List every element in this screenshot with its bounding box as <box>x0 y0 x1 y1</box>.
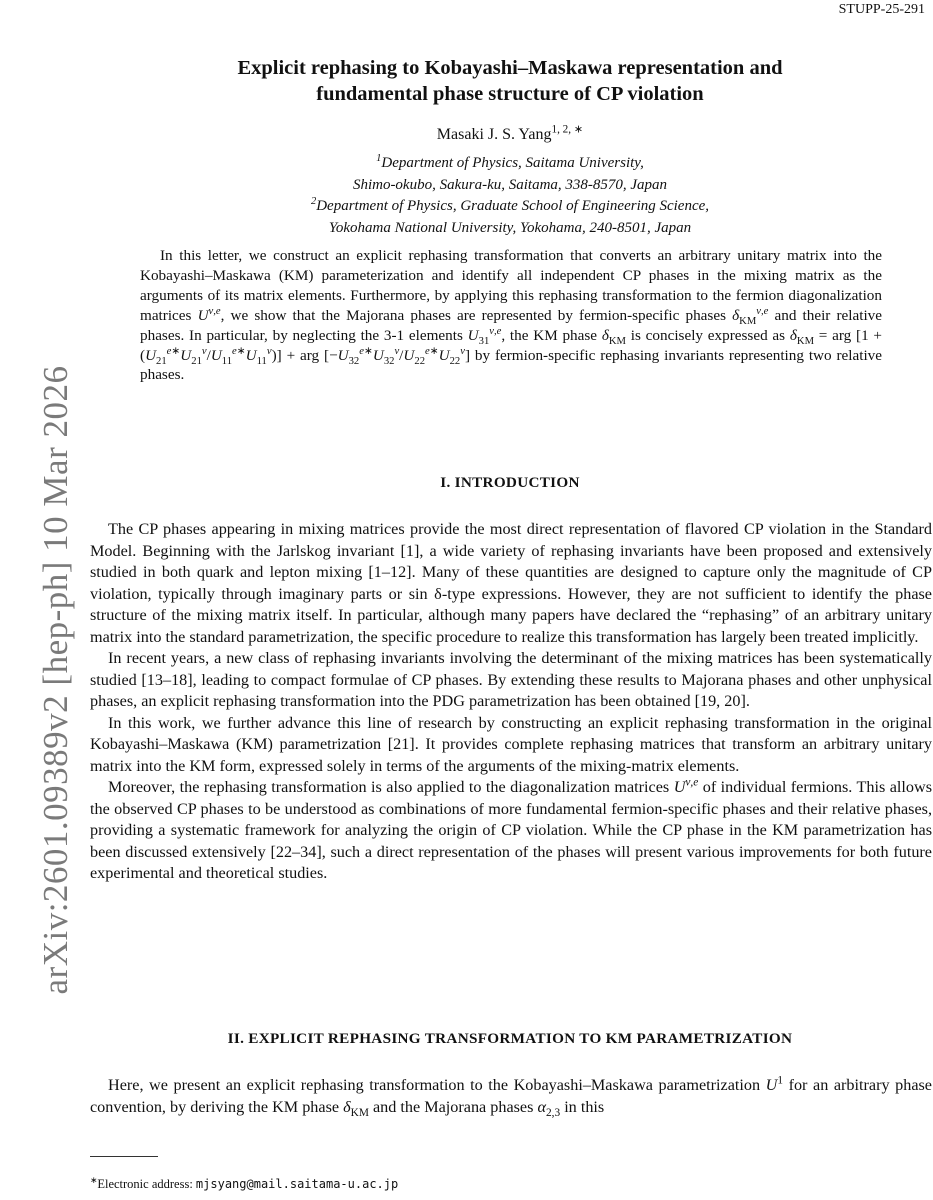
section-2-heading: II. EXPLICIT REPHASING TRANSFORMATION TO KM PARAMETRIZATION <box>227 1030 793 1047</box>
footnote-rule <box>90 1156 158 1157</box>
author-name: Masaki J. S. Yang <box>436 126 552 143</box>
affiliations <box>0 153 933 239</box>
email-link[interactable]: mjsyang@mail.saitama-u.ac.jp <box>195 1177 399 1191</box>
title-line-2: fundamental phase structure of CP violation <box>316 83 704 105</box>
author <box>0 123 933 144</box>
section-2-body <box>90 1075 932 1118</box>
intro-paragraph-2: In recent years, a new class of rephasing invariants involving the determinant of the mixing matrices has been systematically studied [13–18], leading to compact formulae of CP phases. By extending these results to Majorana phases and other unphysical phases, an explicit rephasing transformation into the PDG parametrization has been obtained [19, 20]. <box>90 649 932 710</box>
km-phase-formula: $\delta_{KM}$ = arg $[1 + (U_{21}^{e∗}U_{21}^\nu/U_{11}^{e∗}U_{11}^\nu)]$ + arg $[-U_{32}^{e∗}U_{32}^\nu/U_{22}^{e∗}U_{22}^\nu]$ <box>140 326 882 367</box>
author-marks: 1, 2, ∗ <box>551 123 584 136</box>
section-1-heading: I. INTRODUCTION <box>440 474 580 491</box>
abstract: In this letter, we construct an explicit rephasing transformation that converts an arbitrary unitary matrix into the Kobayashi–Maskawa (KM) parameterization and identify all independent CP phases in the mixing matrix as the arguments of its matrix elements. Furthermore, by applying this rephasing transformation to the fermion diagonalization matrices $U^{\nu,e}$, we show that the Majorana phases are represented by fermion-specific phases $\delta_{KM}^{\nu,e}$ and their relative phases. In particular, by neglecting the 3-1 elements $U_{31}^{\nu,e}$, the KM phase $\delta_{KM}$ is concisely expressed as $\delta_{KM}$ = arg $[1 + (U_{21}^{e∗}U_{21}^\nu/U_{11}^{e∗}U_{11}^\nu)]$ + arg $[-U_{32}^{e∗}U_{32}^\nu/U_{22}^{e∗}U_{22}^\nu]$ by fermion-specific rephasing invariants representing two relative phases. <box>140 247 883 384</box>
footnote: ∗Electronic address: mjsyang@mail.saitama-u.ac.jp <box>90 1174 399 1191</box>
arxiv-stamp: arXiv:2601.09389v2 [hep-ph] 10 Mar 2026 <box>36 365 75 995</box>
introduction-body <box>90 519 932 885</box>
intro-paragraph-3: In this work, we further advance this line of research by constructing an explicit rephasing transformation in the original Kobayashi–Maskawa (KM) parametrization [21]. It provides complete rephasing matrices that transform an arbitrary unitary matrix into the KM form, expressed solely in terms of the arguments of the mixing-matrix elements. <box>90 713 932 775</box>
intro-paragraph-4: Moreover, the rephasing transformation is also applied to the diagonalization matrices $U^{\nu,e}$ of individual fermions. This allows the observed CP phases to be understood as combinations of more fundamental fermion-specific phases and their relative phases, providing a systematic framework for analyzing the origin of CP violation. While the CP phase in the KM parametrization has been discussed extensively [22–34], such a direct representation of the phases will present various improvements for both future experimental and theoretical studies. <box>90 776 932 882</box>
affiliation-1: $^1$Department of Physics, Saitama University, <box>376 153 644 171</box>
paper-title <box>120 55 900 107</box>
affiliation-2: $^2$Department of Physics, Graduate School of Engineering Science, <box>310 196 710 214</box>
footnote-label: Electronic address: <box>97 1177 193 1191</box>
affiliation-2-address: Yokohama National University, Yokohama, 240-8501, Japan <box>328 219 692 236</box>
report-number: STUPP-25-291 <box>838 2 925 17</box>
intro-paragraph-1: The CP phases appearing in mixing matrices provide the most direct representation of flavored CP violation in the Standard Model. Beginning with the Jarlskog invariant [1], a wide variety of rephasing invariants have been proposed and extensively studied in both quark and lepton mixing [1–12]. Many of these quantities are designed to capture only the magnitude of CP violation, typically through imaginary parts or sin δ-type expressions. However, they are not sufficient to identify the phase structure of the mixing matrix itself. In particular, although many papers have declared the “rephasing” of an arbitrary unitary matrix into the standard parametrization, the specific procedure to realize this transformation has largely been treated implicitly. <box>90 520 932 646</box>
sec2-paragraph-1: Here, we present an explicit rephasing transformation to the Kobayashi–Maskawa parametrization $U^1$ for an arbitrary phase convention, by deriving the KM phase $\delta_{KM}$ and the Majorana phases $\alpha_{2,3}$ in this <box>90 1074 932 1119</box>
title-line-1: Explicit rephasing to Kobayashi–Maskawa representation and <box>237 57 783 79</box>
affiliation-1-address: Shimo-okubo, Sakura-ku, Saitama, 338-8570, Japan <box>352 176 668 193</box>
